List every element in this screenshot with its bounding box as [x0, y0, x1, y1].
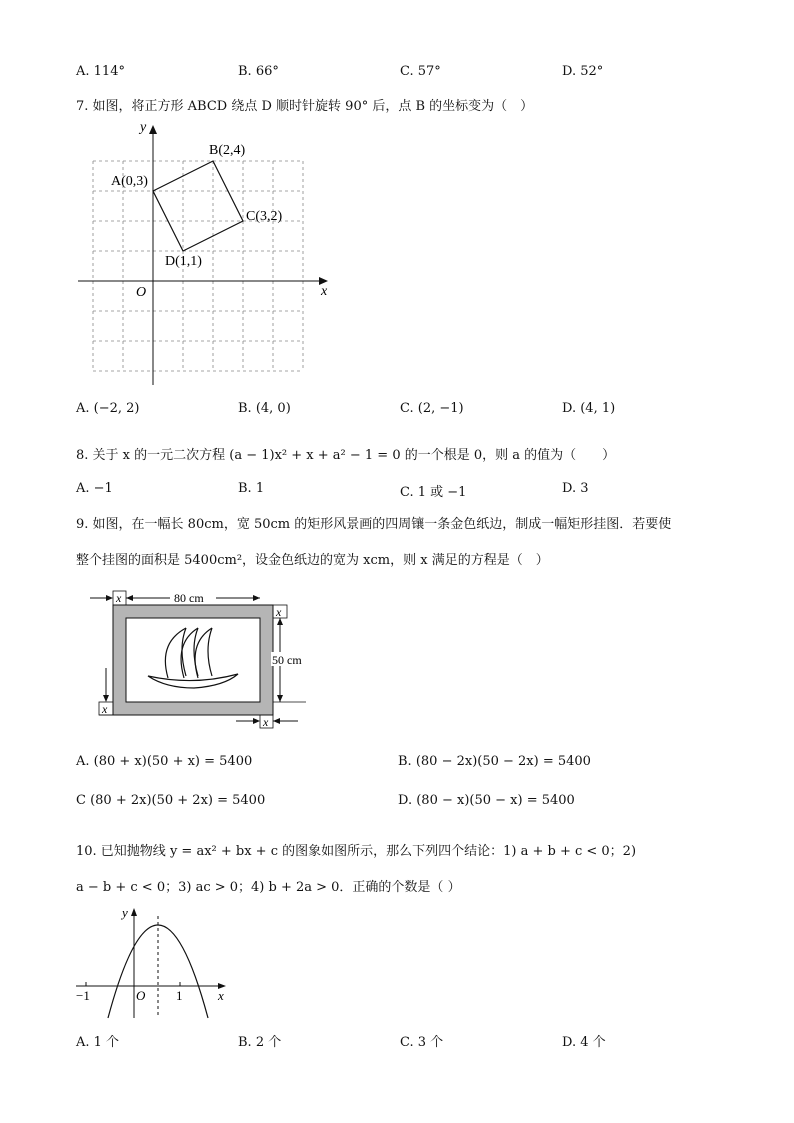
- q10-stem-line2: a − b + c < 0；3) ac > 0；4) b + 2a > 0．正确的个数是（ ）: [76, 880, 461, 895]
- q7-option-a: A. (−2, 2): [76, 401, 140, 416]
- q9-border-label-tl: x: [116, 591, 122, 605]
- q7-label-y: y: [140, 120, 147, 135]
- q7-label-c: C(3,2): [246, 209, 283, 224]
- q7-square-abcd: [153, 161, 243, 251]
- q10-label-1: 1: [176, 988, 183, 1003]
- q10-option-d: D. 4 个: [562, 1035, 606, 1050]
- q10-label-neg1: −1: [76, 988, 90, 1003]
- q10-option-b: B. 2 个: [238, 1035, 282, 1050]
- q7-label-o: O: [136, 285, 147, 300]
- q10-option-c: C. 3 个: [400, 1035, 444, 1050]
- q6-option-b: B. 66°: [238, 64, 279, 79]
- q9-painting: [126, 618, 260, 702]
- q7-label-d: D(1,1): [165, 254, 202, 269]
- q7-label-x: x: [321, 284, 328, 299]
- q10-label-o: O: [136, 988, 146, 1003]
- q9-option-d: D. (80 − x)(50 − x) = 5400: [398, 793, 575, 808]
- q9-border-label-br: x: [263, 715, 269, 729]
- q9-border-label-tr: x: [276, 605, 282, 619]
- q7-option-b: B. (4, 0): [238, 401, 291, 416]
- q8-option-a: A. −1: [76, 481, 113, 496]
- q7-y-arrow: [149, 125, 157, 134]
- q10-stem-line1: 10. 已知抛物线 y = ax² + bx + c 的图象如图所示，那么下列四个结论：1) a + b + c < 0；2): [76, 844, 637, 859]
- q9-stem-line1: 9. 如图，在一幅长 80cm，宽 50cm 的矩形风景画的四周镶一条金色纸边，制成一幅矩形挂图．若要使: [76, 517, 672, 532]
- q9-option-a: A. (80 + x)(50 + x) = 5400: [76, 754, 253, 769]
- q10-label-y: y: [122, 905, 128, 920]
- q9-option-c: C (80 + 2x)(50 + 2x) = 5400: [76, 793, 266, 808]
- q6-option-c: C. 57°: [400, 64, 441, 79]
- q10-option-a: A. 1 个: [76, 1035, 120, 1050]
- q8-option-d: D. 3: [562, 481, 589, 496]
- q7-option-c: C. (2, −1): [400, 401, 464, 416]
- q9-width-label: 80 cm: [174, 591, 204, 605]
- q9-height-label: 50 cm: [272, 653, 302, 667]
- q8-option-b: B. 1: [238, 481, 265, 496]
- q10-label-x: x: [218, 988, 224, 1003]
- q9-border-label-bl: x: [102, 702, 108, 716]
- q9-frame-figure: [86, 588, 316, 733]
- q7-label-b: B(2,4): [209, 143, 246, 158]
- q8-option-c: C. 1 或 −1: [400, 485, 467, 500]
- q8-stem: 8. 关于 x 的一元二次方程 (a − 1)x² + x + a² − 1 = 0 的一个根是 0，则 a 的值为（ ）: [76, 448, 616, 463]
- q9-option-b: B. (80 − 2x)(50 − 2x) = 5400: [398, 754, 591, 769]
- q6-option-d: D. 52°: [562, 64, 604, 79]
- q6-option-a: A. 114°: [76, 64, 125, 79]
- q10-parabola-figure: [72, 902, 242, 1022]
- q9-stem-line2: 整个挂图的面积是 5400cm²，设金色纸边的宽为 xcm，则 x 满足的方程是（ ）: [76, 553, 549, 568]
- q7-option-d: D. (4, 1): [562, 401, 616, 416]
- q7-coordinate-figure: [70, 115, 340, 390]
- q7-label-a: A(0,3): [111, 174, 148, 189]
- q7-stem: 7. 如图，将正方形 ABCD 绕点 D 顺时针旋转 90° 后，点 B 的坐标变为（ ）: [76, 99, 534, 114]
